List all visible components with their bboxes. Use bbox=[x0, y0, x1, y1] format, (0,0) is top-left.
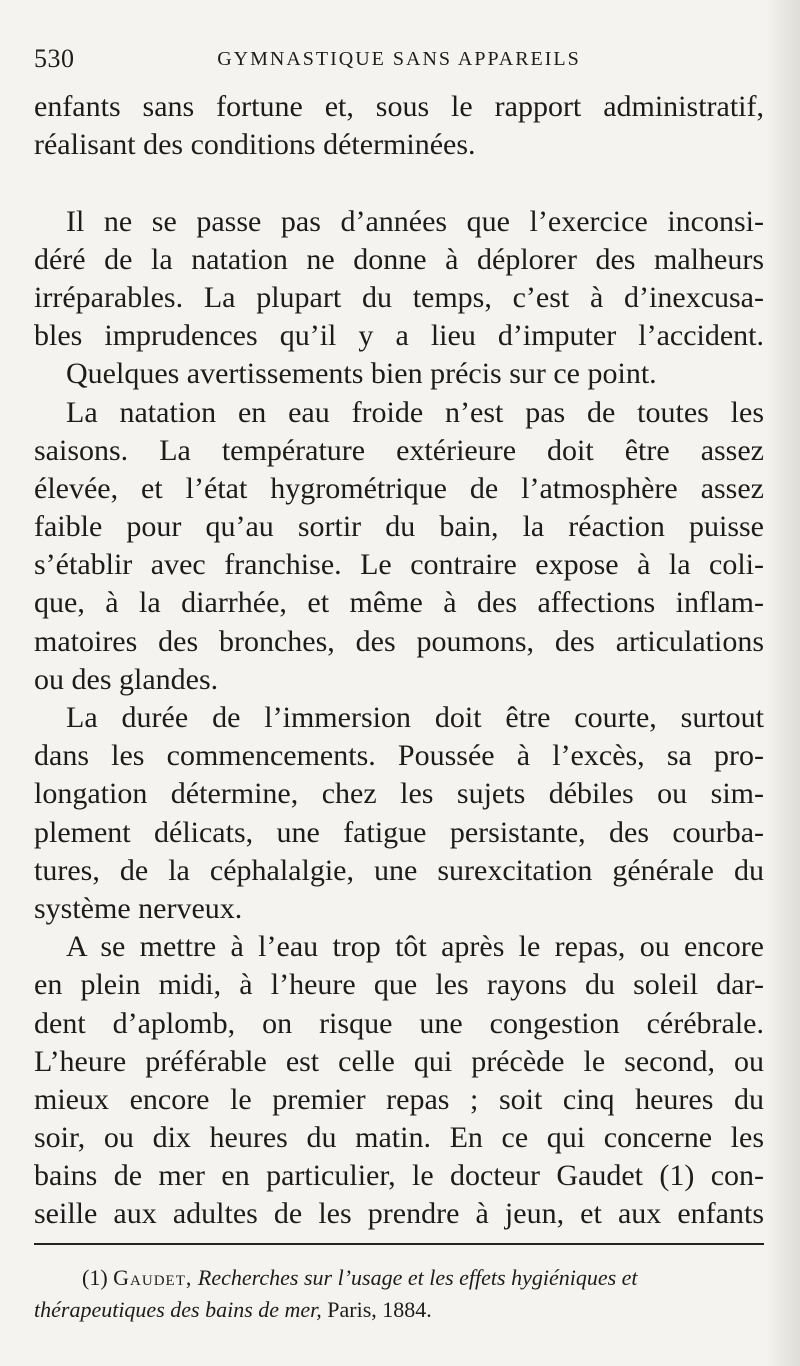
page-header bbox=[34, 44, 764, 80]
page-gutter-shadow bbox=[766, 0, 800, 1366]
text-line: enfants sans fortune et, sous le rapport administratif, bbox=[34, 90, 764, 123]
footnote-marker: (1) bbox=[82, 1265, 108, 1290]
text-line: Quelques avertissements bien précis sur ce point. bbox=[66, 357, 657, 391]
text-line: irréparables. La plupart du temps, c’est à d’inexcusa- bbox=[34, 280, 764, 314]
text-line: déré de la natation ne donne à déplorer des malheurs bbox=[34, 242, 764, 276]
text-line: L’heure préférable est celle qui précède le second, ou bbox=[34, 1044, 764, 1078]
footnote-title-cont: thérapeutiques des bains de mer, bbox=[34, 1297, 322, 1322]
text-line: élevée, et l’état hygrométrique de l’atmosphère assez bbox=[34, 471, 764, 505]
text-line: faible pour qu’au sortir du bain, la réaction puisse bbox=[34, 510, 764, 544]
text-line: en plein midi, à l’heure que les rayons du soleil dar- bbox=[34, 968, 764, 1002]
footnote bbox=[34, 1262, 764, 1326]
text-line: s’établir avec franchise. Le contraire expose à la coli- bbox=[34, 548, 764, 582]
text-line: plement délicats, une fatigue persistante, des courba- bbox=[34, 815, 764, 849]
text-line: La natation en eau froide n’est pas de toutes les bbox=[66, 395, 764, 429]
body-text bbox=[34, 88, 764, 1234]
text-line: dent d’aplomb, on risque une congestion cérébrale. bbox=[34, 1006, 764, 1040]
footnote-line bbox=[34, 1262, 764, 1294]
footnote-publisher: Paris, 1884. bbox=[327, 1297, 432, 1322]
text-line: système nerveux. bbox=[34, 891, 243, 925]
text-line: bains de mer en particulier, le docteur Gaudet (1) con- bbox=[34, 1159, 764, 1193]
text-line: que, à la diarrhée, et même à des affections inflam- bbox=[34, 586, 764, 620]
footnote-author: Gaudet, bbox=[113, 1265, 193, 1290]
text-line: seille aux adultes de les prendre à jeun, et aux enfants bbox=[34, 1197, 764, 1231]
paragraph-gap bbox=[34, 164, 764, 202]
text-line: soir, ou dix heures du matin. En ce qui concerne les bbox=[34, 1121, 764, 1155]
text-line: ou des glandes. bbox=[34, 662, 219, 696]
text-line: Il ne se passe pas d’années que l’exercice inconsi- bbox=[66, 204, 764, 238]
text-line: saisons. La température extérieure doit être assez bbox=[34, 433, 764, 467]
text-line: mieux encore le premier repas ; soit cinq heures du bbox=[34, 1082, 764, 1116]
footnote-title: Recherches sur l’usage et les effets hygiéniques et bbox=[197, 1265, 638, 1290]
footnote-line bbox=[34, 1294, 764, 1326]
footnote-rule bbox=[34, 1243, 764, 1245]
text-line: bles imprudences qu’il y a lieu d’imputer l’accident. bbox=[34, 319, 764, 353]
page-number: 530 bbox=[34, 44, 75, 73]
text-line: A se mettre à l’eau trop tôt après le repas, ou encore bbox=[66, 930, 764, 964]
running-title: GYMNASTIQUE SANS APPAREILS bbox=[217, 48, 581, 70]
text-line: matoires des bronches, des poumons, des articulations bbox=[34, 624, 764, 658]
text-line: réalisant des conditions déterminées. bbox=[34, 128, 476, 162]
text-line: tures, de la céphalalgie, une surexcitation générale du bbox=[34, 853, 764, 887]
text-line: longation détermine, chez les sujets débiles ou sim- bbox=[34, 777, 764, 811]
text-line: La durée de l’immersion doit être courte, surtout bbox=[66, 701, 764, 734]
text-line: dans les commencements. Poussée à l’excès, sa pro- bbox=[34, 739, 764, 773]
